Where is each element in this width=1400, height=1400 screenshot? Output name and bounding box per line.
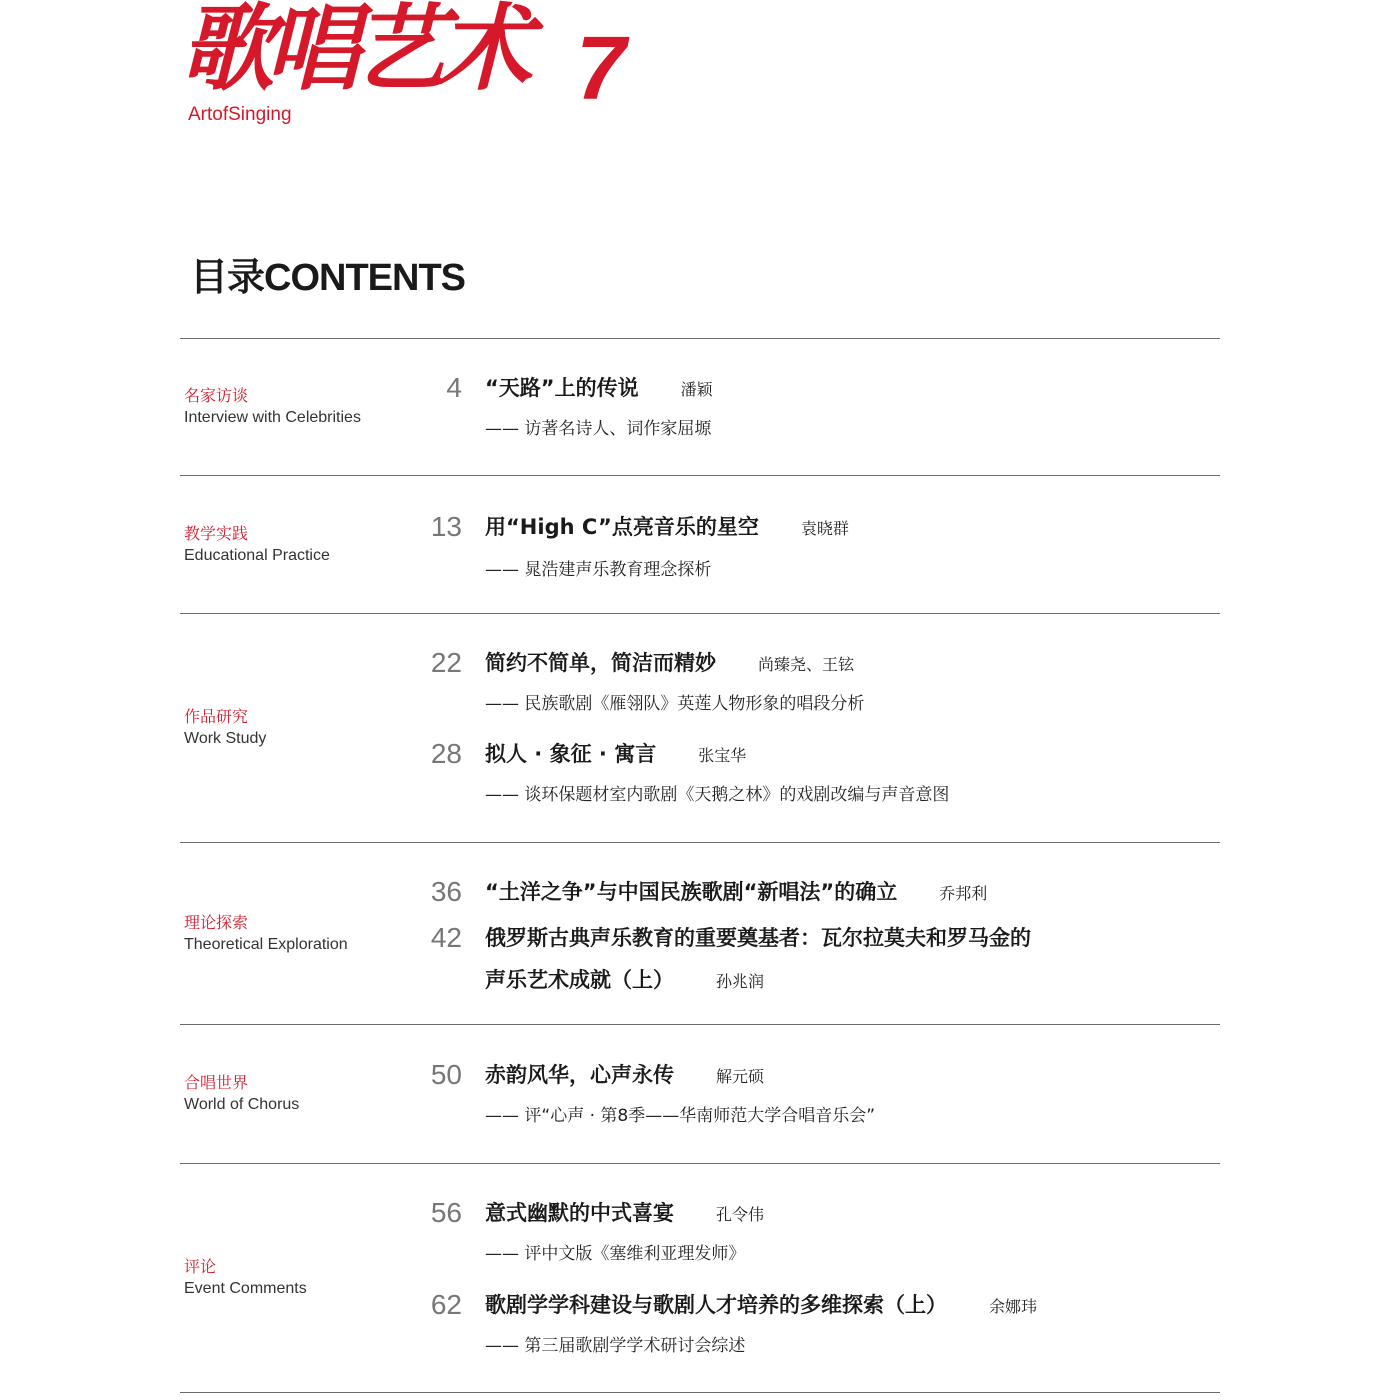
- section-label-en: World of Chorus: [184, 1096, 300, 1113]
- article-title: 拟人 · 象征 · 寓言: [485, 742, 657, 766]
- article-author: 孔令伟: [716, 1205, 765, 1224]
- section-label-en: Event Comments: [184, 1280, 307, 1297]
- table-of-contents: [180, 338, 1220, 1393]
- article-author: 袁晓群: [800, 519, 849, 538]
- article-title: 简约不简单，简洁而精妙: [485, 651, 716, 675]
- entry-title-line: [485, 1196, 764, 1232]
- page-number: 56: [430, 1197, 462, 1228]
- entry-title-line: [485, 1058, 764, 1094]
- page-number: 42: [430, 922, 462, 953]
- section-label-cn: 合唱世界: [184, 1073, 249, 1092]
- page-number: 22: [430, 647, 462, 678]
- article-author: 解元硕: [716, 1067, 765, 1086]
- magazine-logo: 歌唱艺术: [180, 0, 525, 104]
- article-author: 潘颖: [680, 380, 713, 399]
- article-subtitle: —— 民族歌剧《雁翎队》英莲人物形象的唱段分析: [485, 694, 865, 714]
- article-title: 意式幽默的中式喜宴: [485, 1201, 674, 1225]
- entry-title-line-2: [485, 963, 764, 999]
- entry-title-line: [485, 875, 987, 911]
- article-title: 歌剧学学科建设与歌剧人才培养的多维探索（上）: [485, 1293, 947, 1317]
- issue-number: 7: [576, 19, 627, 119]
- section-label-en: Educational Practice: [184, 546, 330, 564]
- article-subtitle: —— 谈环保题材室内歌剧《天鹅之林》的戏剧改编与声音意图: [485, 785, 950, 805]
- toc-section-education: [180, 475, 1220, 613]
- section-label-en: Theoretical Exploration: [184, 935, 348, 953]
- toc-section-chorus: [180, 1024, 1220, 1163]
- contents-title: 目录CONTENTS: [190, 257, 466, 299]
- article-title-continued: 声乐艺术成就（上）: [485, 968, 674, 992]
- toc-section-interview: [180, 338, 1220, 475]
- section-label-en: Work Study: [184, 730, 267, 747]
- toc-section-work-study: [180, 613, 1220, 842]
- section-label-cn: 理论探索: [184, 912, 249, 932]
- article-subtitle: —— 晁浩建声乐教育理念探析: [485, 560, 712, 580]
- entry-title-line: [485, 921, 1031, 957]
- toc-section-comments: [180, 1163, 1220, 1393]
- section-label: [184, 1256, 307, 1300]
- entry-title-line: [485, 1288, 1037, 1324]
- article-title: 俄罗斯古典声乐教育的重要奠基者：瓦尔拉莫夫和罗马金的: [485, 926, 1031, 950]
- section-label-cn: 名家访谈: [184, 386, 249, 405]
- page-number: 50: [430, 1059, 462, 1090]
- toc-section-theory: [180, 842, 1220, 1024]
- entry-title-line: [485, 510, 849, 546]
- article-subtitle: —— 访著名诗人、词作家屈塬: [485, 419, 712, 439]
- page-number: 4: [446, 372, 462, 403]
- article-title: “土洋之争”与中国民族歌剧“新唱法”的确立: [485, 880, 898, 904]
- article-subtitle: —— 第三届歌剧学学术研讨会综述: [485, 1336, 746, 1356]
- entry-title-line: [485, 737, 746, 773]
- entry-title-line: [485, 371, 713, 407]
- section-label-cn: 教学实践: [184, 523, 249, 543]
- magazine-name-en: ArtofSinging: [188, 104, 292, 125]
- article-title: “天路”上的传说: [485, 376, 639, 400]
- section-label-en: Interview with Celebrities: [184, 409, 361, 426]
- page-number: 36: [430, 876, 462, 907]
- section-label: [184, 385, 361, 429]
- article-author: 尚臻尧、王铉: [758, 655, 855, 674]
- article-subtitle: —— 评中文版《塞维利亚理发师》: [485, 1244, 746, 1264]
- article-subtitle: —— 评“心声 · 第8季——华南师范大学合唱音乐会”: [485, 1106, 876, 1126]
- section-label: [184, 706, 266, 750]
- section-label-cn: 作品研究: [184, 707, 249, 726]
- article-title: 赤韵风华，心声永传: [485, 1063, 674, 1087]
- article-author: 余娜玮: [989, 1297, 1038, 1316]
- section-label-cn: 评论: [184, 1257, 217, 1276]
- article-author: 张宝华: [698, 746, 747, 765]
- masthead: [180, 0, 660, 140]
- page-number: 28: [430, 738, 462, 769]
- section-label: [184, 912, 348, 956]
- article-title: 用“High C”点亮音乐的星空: [485, 515, 759, 539]
- section-label: [184, 523, 330, 567]
- article-author: 孙兆润: [716, 972, 765, 991]
- article-author: 乔邦利: [939, 884, 988, 903]
- section-label: [184, 1072, 299, 1116]
- page-number: 62: [430, 1289, 462, 1320]
- page-number: 13: [430, 511, 462, 542]
- entry-title-line: [485, 646, 854, 682]
